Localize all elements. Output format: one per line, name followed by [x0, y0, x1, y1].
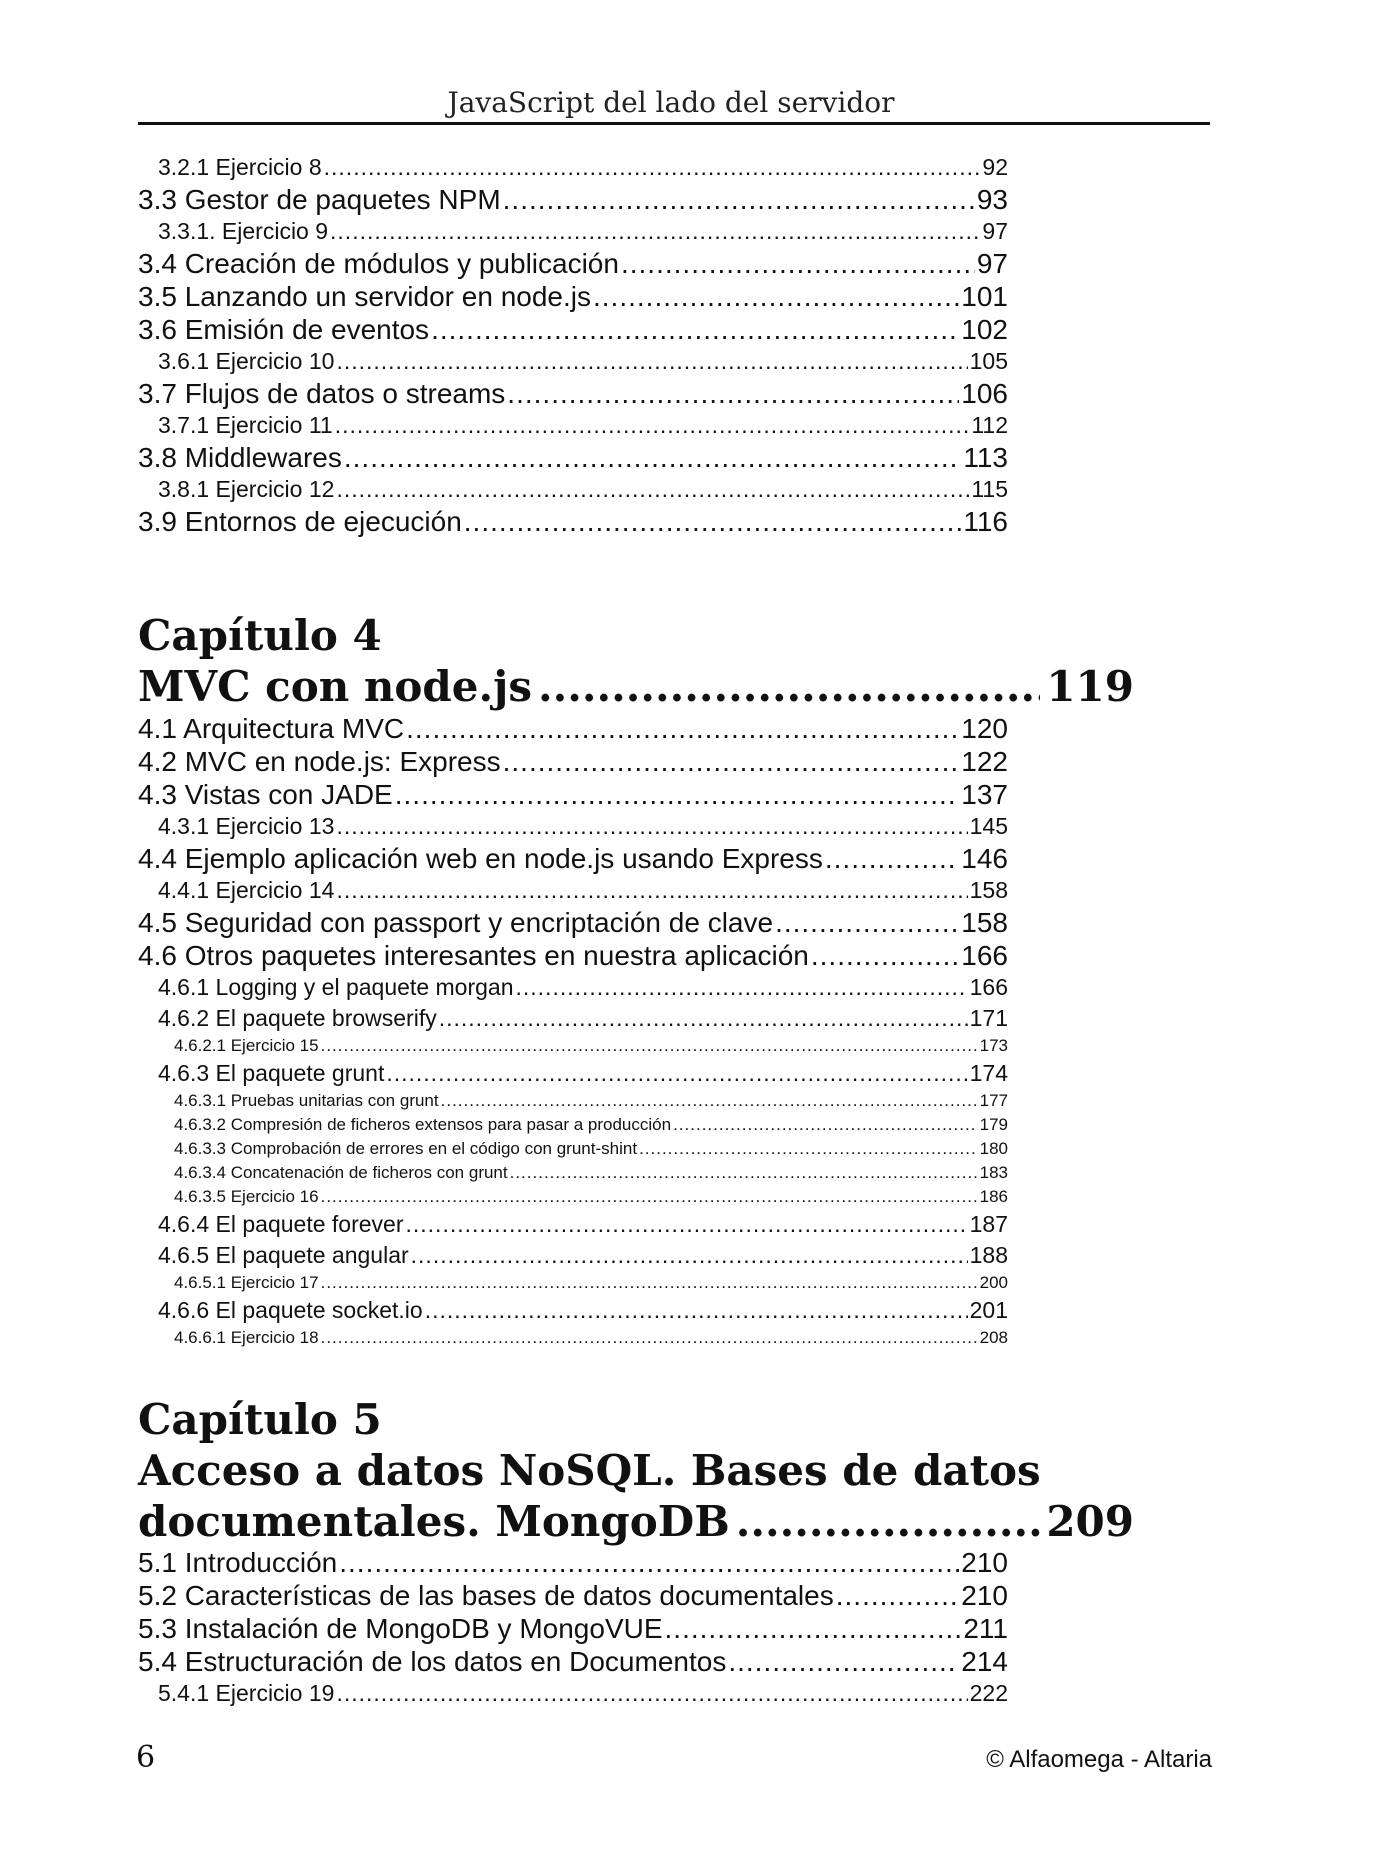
toc-entry-page: 166 — [961, 940, 1008, 971]
dot-leader — [406, 712, 959, 745]
toc-entry[interactable] — [138, 939, 1008, 972]
toc-entry-title: 3.6.1 Ejercicio 10 — [158, 348, 335, 374]
chapter4-heading — [138, 610, 1138, 712]
toc-entry[interactable] — [138, 377, 1008, 410]
toc-entry-title: 4.3 Vistas con JADE — [138, 779, 393, 810]
dot-leader — [503, 183, 975, 216]
toc-entry-page: 183 — [979, 1163, 1008, 1182]
toc-entry[interactable] — [138, 183, 1008, 216]
toc-entry[interactable] — [138, 972, 1008, 1003]
toc-entry-page: 115 — [971, 476, 1008, 502]
toc-section-chapter3 — [138, 152, 1008, 538]
toc-entry[interactable] — [138, 745, 1008, 778]
publisher-credit: © Alfaomega - Altaria — [986, 1746, 1212, 1773]
dot-leader — [335, 410, 970, 441]
toc-entry-title: 4.6.3.1 Pruebas unitarias con grunt — [174, 1091, 439, 1110]
chapter4-title-row[interactable] — [138, 661, 1134, 712]
toc-entry-title: 5.1 Introducción — [138, 1547, 338, 1578]
dot-leader — [336, 811, 967, 842]
toc-entry-page: 113 — [963, 442, 1008, 473]
chapter4-page: 119 — [1046, 662, 1134, 711]
toc-entry-title: 4.6.4 El paquete forever — [158, 1211, 404, 1237]
toc-entry[interactable] — [138, 441, 1008, 474]
dot-leader — [516, 972, 968, 1003]
dot-leader — [593, 280, 959, 313]
chapter4-title: MVC con node.js — [138, 662, 532, 711]
toc-entry-page: 210 — [961, 1580, 1008, 1611]
dot-leader — [336, 875, 967, 906]
toc-entry-page: 93 — [976, 184, 1008, 215]
dot-leader — [464, 505, 962, 538]
toc-entry[interactable] — [138, 1271, 1008, 1295]
toc-entry[interactable] — [138, 1185, 1008, 1209]
dot-leader — [339, 1546, 959, 1579]
toc-entry[interactable] — [138, 1003, 1008, 1034]
dot-leader — [425, 1295, 968, 1326]
dot-leader — [321, 1034, 978, 1058]
toc-entry[interactable] — [138, 474, 1008, 505]
toc-entry[interactable] — [138, 216, 1008, 247]
toc-entry-title: 3.8 Middlewares — [138, 442, 342, 473]
toc-entry-title: 4.4.1 Ejercicio 14 — [158, 877, 335, 903]
toc-entry[interactable] — [138, 152, 1008, 183]
dot-leader — [665, 1612, 962, 1645]
toc-entry-page: 146 — [961, 843, 1008, 874]
toc-entry-title: 3.3 Gestor de paquetes NPM — [138, 184, 501, 215]
toc-entry-title: 4.6.3 El paquete grunt — [158, 1060, 385, 1086]
toc-entry[interactable] — [138, 842, 1008, 875]
toc-entry-title: 4.6.3.4 Concatenación de ficheros con grunt — [174, 1163, 508, 1182]
dot-leader — [736, 1496, 1041, 1547]
toc-entry-page: 210 — [961, 1547, 1008, 1578]
toc-section-chapter4 — [138, 712, 1008, 1350]
toc-entry-page: 158 — [961, 907, 1008, 938]
toc-entry-page: 208 — [979, 1328, 1008, 1347]
toc-entry-page: 158 — [969, 877, 1008, 903]
toc-entry-title: 3.7.1 Ejercicio 11 — [158, 412, 333, 438]
toc-entry-page: 214 — [961, 1646, 1008, 1677]
toc-entry-page: 180 — [979, 1139, 1008, 1158]
toc-entry-title: 3.2.1 Ejercicio 8 — [158, 154, 322, 180]
page-number: 6 — [136, 1740, 156, 1775]
toc-entry-title: 4.6 Otros paquetes interesantes en nuestra aplicación — [138, 940, 809, 971]
dot-leader — [406, 1209, 968, 1240]
toc-entry-page: 171 — [969, 1005, 1008, 1031]
toc-entry[interactable] — [138, 1209, 1008, 1240]
toc-entry-title: 5.4 Estructuración de los datos en Documentos — [138, 1646, 727, 1677]
toc-entry[interactable] — [138, 1295, 1008, 1326]
dot-leader — [321, 1271, 978, 1295]
toc-entry[interactable] — [138, 1161, 1008, 1185]
dot-leader — [673, 1113, 978, 1137]
toc-entry-title: 4.6.3.5 Ejercicio 16 — [174, 1187, 319, 1206]
dot-leader — [503, 745, 960, 778]
toc-entry[interactable] — [138, 313, 1008, 346]
chapter5-heading — [138, 1394, 1138, 1547]
dot-leader — [439, 1003, 968, 1034]
toc-entry-title: 3.4 Creación de módulos y publicación — [138, 248, 619, 279]
running-header: JavaScript del lado del servidor — [447, 86, 895, 119]
toc-entry-page: 105 — [969, 348, 1008, 374]
toc-entry-page: 116 — [963, 506, 1008, 537]
toc-entry-title: 4.2 MVC en node.js: Express — [138, 746, 501, 777]
dot-leader — [510, 1161, 978, 1185]
toc-entry[interactable] — [138, 1137, 1008, 1161]
dot-leader — [336, 474, 969, 505]
toc-entry-page: 122 — [961, 746, 1008, 777]
toc-entry-title: 4.4 Ejemplo aplicación web en node.js usando Express — [138, 843, 823, 874]
dot-leader — [321, 1326, 978, 1350]
toc-entry[interactable] — [138, 712, 1008, 745]
chapter5-label: Capítulo 5 — [138, 1395, 382, 1444]
toc-entry-page: 174 — [969, 1060, 1008, 1086]
dot-leader — [411, 1240, 968, 1271]
toc-entry-title: 4.6.2 El paquete browserify — [158, 1005, 437, 1031]
toc-entry[interactable] — [138, 280, 1008, 313]
toc-entry-title: 4.3.1 Ejercicio 13 — [158, 813, 335, 839]
toc-entry-page: 92 — [982, 154, 1008, 180]
dot-leader — [728, 1645, 959, 1678]
toc-entry-page: 211 — [963, 1613, 1008, 1644]
toc-entry[interactable] — [138, 1678, 1008, 1709]
chapter5-title-row[interactable] — [138, 1496, 1134, 1547]
toc-entry-title: 4.5 Seguridad con passport y encriptación de clave — [138, 907, 774, 938]
chapter5-title-line1: Acceso a datos NoSQL. Bases de datos — [138, 1446, 1041, 1495]
dot-leader — [336, 346, 967, 377]
toc-entry[interactable] — [138, 1113, 1008, 1137]
dot-leader — [538, 661, 1040, 712]
toc-entry[interactable] — [138, 1326, 1008, 1350]
toc-entry-page: 179 — [979, 1115, 1008, 1134]
dot-leader — [330, 216, 980, 247]
toc-entry-title: 5.2 Características de las bases de datos documentales — [138, 1580, 834, 1611]
toc-entry-page: 201 — [969, 1297, 1008, 1323]
toc-entry-title: 4.1 Arquitectura MVC — [138, 713, 405, 744]
toc-entry-title: 4.6.1 Logging y el paquete morgan — [158, 974, 514, 1000]
toc-entry-title: 3.3.1. Ejercicio 9 — [158, 218, 329, 244]
toc-entry-page: 112 — [971, 412, 1008, 438]
toc-entry-title: 5.4.1 Ejercicio 19 — [158, 1680, 335, 1706]
toc-entry-title: 4.6.6 El paquete socket.io — [158, 1297, 423, 1323]
toc-entry[interactable] — [138, 811, 1008, 842]
dot-leader — [344, 441, 961, 474]
toc-entry-title: 4.6.5 El paquete angular — [158, 1242, 409, 1268]
toc-entry-title: 3.6 Emisión de eventos — [138, 314, 430, 345]
dot-leader — [336, 1678, 967, 1709]
dot-leader — [441, 1089, 978, 1113]
dot-leader — [386, 1058, 967, 1089]
toc-entry[interactable] — [138, 1612, 1008, 1645]
toc-entry-title: 5.3 Instalación de MongoDB y MongoVUE — [138, 1613, 663, 1644]
toc-entry-page: 97 — [982, 218, 1008, 244]
toc-entry[interactable] — [138, 1240, 1008, 1271]
toc-entry-title: 3.8.1 Ejercicio 12 — [158, 476, 335, 502]
toc-entry[interactable] — [138, 1579, 1008, 1612]
toc-entry-title: 3.9 Entornos de ejecución — [138, 506, 462, 537]
toc-entry[interactable] — [138, 778, 1008, 811]
toc-entry[interactable] — [138, 1546, 1008, 1579]
dot-leader — [639, 1137, 978, 1161]
dot-leader — [321, 1185, 978, 1209]
toc-entry-page: 101 — [961, 281, 1008, 312]
toc-entry-page: 145 — [969, 813, 1008, 839]
dot-leader — [775, 906, 959, 939]
toc-entry[interactable] — [138, 1058, 1008, 1089]
toc-entry-page: 188 — [969, 1242, 1008, 1268]
toc-entry-page: 186 — [979, 1187, 1008, 1206]
dot-leader — [836, 1579, 960, 1612]
toc-entry-title: 4.6.2.1 Ejercicio 15 — [174, 1036, 319, 1055]
chapter5-title-line2: documentales. MongoDB — [138, 1497, 730, 1546]
toc-entry-page: 97 — [976, 248, 1008, 279]
toc-entry-title: 4.6.6.1 Ejercicio 18 — [174, 1328, 319, 1347]
toc-entry[interactable] — [138, 505, 1008, 538]
toc-entry-title: 4.6.5.1 Ejercicio 17 — [174, 1273, 319, 1292]
toc-entry-page: 120 — [961, 713, 1008, 744]
toc-entry-page: 137 — [961, 779, 1008, 810]
toc-entry-page: 106 — [961, 378, 1008, 409]
dot-leader — [621, 247, 975, 280]
toc-entry-title: 3.7 Flujos de datos o streams — [138, 378, 506, 409]
toc-entry-title: 4.6.3.3 Comprobación de errores en el código con grunt-shint — [174, 1139, 638, 1158]
toc-entry[interactable] — [138, 906, 1008, 939]
header-rule — [138, 122, 1210, 125]
toc-entry[interactable] — [138, 1645, 1008, 1678]
toc-section-chapter5 — [138, 1546, 1008, 1709]
dot-leader — [825, 842, 959, 875]
dot-leader — [507, 377, 959, 410]
dot-leader — [811, 939, 959, 972]
toc-entry[interactable] — [138, 410, 1008, 441]
toc-entry-title: 4.6.3.2 Compresión de ficheros extensos para pasar a producción — [174, 1115, 672, 1134]
toc-entry-page: 187 — [969, 1211, 1008, 1237]
toc-entry[interactable] — [138, 875, 1008, 906]
toc-entry[interactable] — [138, 1034, 1008, 1058]
chapter5-page: 209 — [1046, 1497, 1134, 1546]
toc-entry[interactable] — [138, 247, 1008, 280]
toc-entry-page: 177 — [979, 1091, 1008, 1110]
toc-entry-page: 222 — [969, 1680, 1008, 1706]
toc-entry-title: 3.5 Lanzando un servidor en node.js — [138, 281, 591, 312]
toc-entry-page: 173 — [979, 1036, 1008, 1055]
toc-entry-page: 102 — [961, 314, 1008, 345]
dot-leader — [395, 778, 960, 811]
toc-entry[interactable] — [138, 346, 1008, 377]
toc-entry-page: 200 — [979, 1273, 1008, 1292]
dot-leader — [324, 152, 981, 183]
toc-entry[interactable] — [138, 1089, 1008, 1113]
chapter4-label: Capítulo 4 — [138, 611, 382, 660]
toc-entry-page: 166 — [969, 974, 1008, 1000]
dot-leader — [431, 313, 959, 346]
